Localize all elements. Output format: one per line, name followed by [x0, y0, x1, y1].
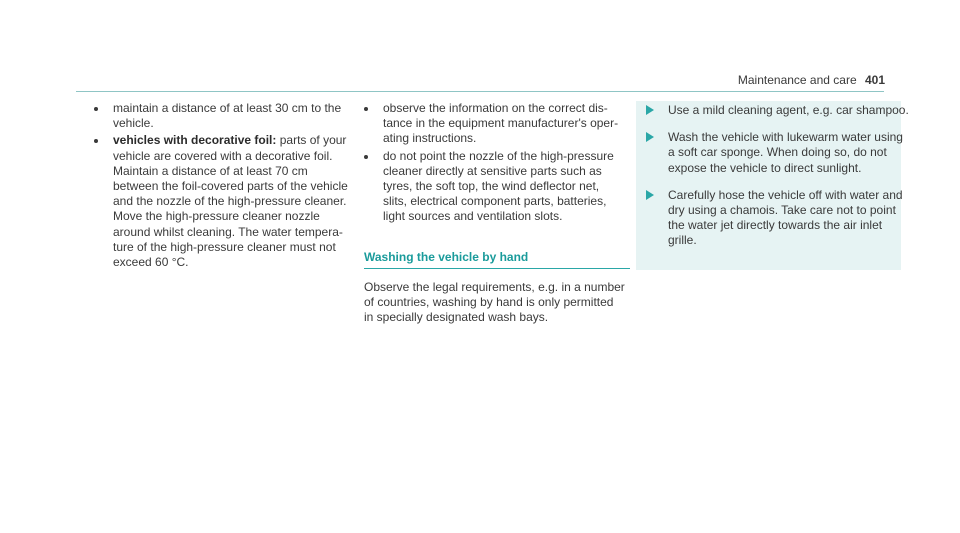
instruction-step	[636, 186, 901, 254]
section-paragraph	[364, 280, 625, 326]
text-line: cleaner directly at sensitive parts such as	[383, 163, 602, 178]
text-line: dry using a chamois. Take care not to point	[668, 203, 896, 218]
text-line: ture of the high-pressure cleaner must not	[113, 239, 336, 254]
column-middle	[355, 101, 625, 325]
text-line: slits, electrical component parts, batteries,	[383, 194, 607, 209]
bullet-dot-icon	[94, 139, 98, 143]
text-line: tance in the equipment manufacturer's oper-	[383, 116, 619, 131]
section-heading: Washing the vehicle by hand	[364, 250, 630, 269]
bold-label: vehicles with decorative foil:	[113, 133, 277, 148]
text-line: and the nozzle of the high-pressure cleaner.	[113, 194, 347, 209]
bullet-list	[85, 101, 355, 270]
instruction-step	[636, 101, 909, 123]
text-line	[113, 133, 355, 148]
text-line: do not point the nozzle of the high-pressure	[383, 148, 614, 163]
text-line: observe the information on the correct dis-	[383, 101, 608, 115]
step-arrow-icon	[646, 132, 654, 142]
text-line: a soft car sponge. When doing so, do not	[668, 145, 887, 160]
bullet-list	[355, 101, 625, 225]
page-number: 401	[864, 73, 885, 87]
text-line: vehicle.	[113, 116, 154, 131]
text-line: Wash the vehicle with lukewarm water using	[668, 130, 903, 145]
text-line: between the foil-covered parts of the vehicle	[113, 179, 348, 194]
text-line: around whilst cleaning. The water tempera-	[113, 224, 343, 239]
text-line: light sources and ventilation slots.	[383, 209, 563, 224]
bullet-item	[355, 149, 625, 225]
instruction-step	[636, 128, 901, 181]
text-line: grille.	[668, 233, 697, 248]
text-line: exceed 60 °C.	[113, 255, 189, 270]
step-arrow-icon	[646, 105, 654, 115]
text-line: tyres, the soft top, the wind deflector net,	[383, 179, 600, 194]
column-right	[636, 101, 909, 270]
text-line: Maintain a distance of at least 70 cm	[113, 163, 308, 178]
bullet-item	[85, 101, 355, 131]
step-arrow-icon	[646, 190, 654, 200]
text-line: Move the high-pressure cleaner nozzle	[113, 209, 320, 224]
text-line: Use a mild cleaning agent, e.g. car shampoo.	[668, 103, 909, 117]
text-line: in specially designated wash bays.	[364, 310, 549, 325]
text-line: of countries, washing by hand is only permitted	[364, 294, 614, 309]
text-line: expose the vehicle to direct sunlight.	[668, 160, 862, 175]
bullet-item	[85, 133, 355, 270]
column-left	[85, 101, 355, 272]
bullet-dot-icon	[94, 107, 98, 111]
instruction-steps	[636, 101, 909, 270]
bullet-item	[355, 101, 625, 147]
steps-background-tail	[636, 254, 901, 270]
header-divider	[76, 91, 884, 92]
text-line: ating instructions.	[383, 131, 477, 146]
bullet-dot-icon	[364, 107, 368, 111]
text-line: Carefully hose the vehicle off with water and	[668, 187, 903, 202]
page-header	[738, 73, 885, 87]
section-title: Maintenance and care	[737, 73, 857, 87]
text-run: parts of your	[276, 133, 347, 148]
bullet-dot-icon	[364, 155, 368, 159]
text-line: maintain a distance of at least 30 cm to the	[113, 101, 342, 115]
text-line: vehicle are covered with a decorative foil.	[113, 148, 333, 163]
text-line: Observe the legal requirements, e.g. in a number	[364, 279, 625, 294]
text-line: the water jet directly towards the air inlet	[668, 218, 883, 233]
